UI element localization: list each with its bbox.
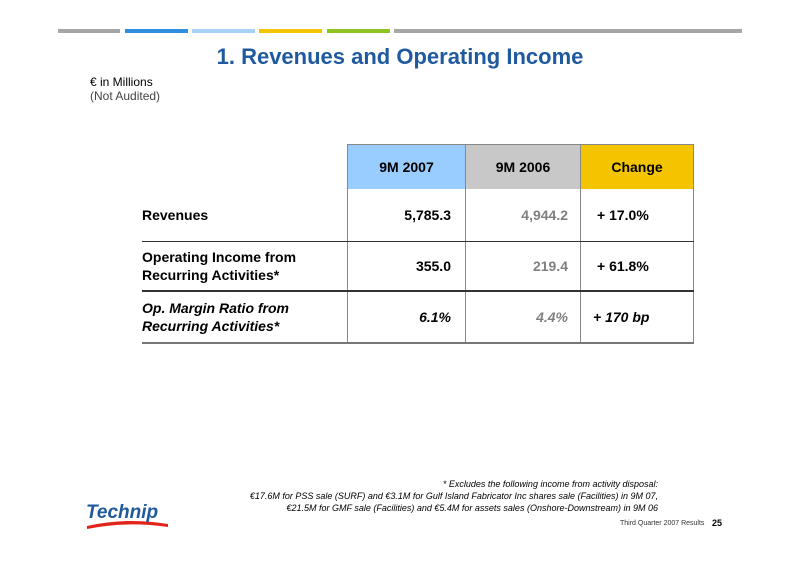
value-9m2006 [466, 242, 581, 292]
value-text: 219.4 [532, 258, 568, 274]
footnote-line: €17.6M for PSS sale (SURF) and €3.1M for Gulf Island Fabricator Inc shares sale (Facilities) in 9M 07, [249, 491, 658, 501]
value-9m2007 [348, 189, 466, 242]
row-label-line: Recurring Activities* [142, 267, 280, 283]
value-9m2006 [466, 189, 581, 242]
col-header-9m2007: 9M 2007 [348, 145, 466, 190]
value-text: 4.4% [536, 309, 568, 325]
value-9m2007 [348, 291, 466, 343]
value-text: 355.0 [415, 258, 451, 274]
topbar-segment-4 [259, 29, 322, 33]
logo-text: Technip [86, 502, 159, 523]
footnote [250, 478, 658, 514]
row-label [142, 291, 348, 343]
technip-logo [84, 493, 170, 533]
row-label-line: Recurring Activities* [142, 318, 280, 334]
value-text: 5,785.3 [404, 207, 451, 223]
topbar-segment-5 [327, 29, 390, 33]
row-label [142, 242, 348, 292]
value-9m2006 [466, 291, 581, 343]
col-header-change: Change [581, 145, 694, 190]
value-change [581, 189, 694, 242]
table-row-op-margin [142, 291, 694, 343]
table-header-row [142, 145, 694, 190]
value-text: 4,944.2 [521, 207, 568, 223]
footer-label: Third Quarter 2007 Results [620, 520, 705, 527]
topbar-segment-2 [125, 29, 188, 33]
footnote-line: * Excludes the following income from activity disposal: [442, 479, 658, 489]
value-text: + 170 bp [593, 309, 650, 325]
value-text: + 17.0% [597, 207, 649, 223]
row-label-line: Op. Margin Ratio from [142, 300, 289, 316]
page-title: 1. Revenues and Operating Income [216, 44, 584, 69]
value-change [581, 291, 694, 343]
units-note [90, 75, 160, 103]
table-row-operating-income [142, 242, 694, 292]
value-text: 6.1% [419, 309, 451, 325]
col-header-9m2006: 9M 2006 [466, 145, 581, 190]
header-spacer [142, 145, 348, 190]
topbar-segment-1 [58, 29, 120, 33]
value-change [581, 242, 694, 292]
financial-table [142, 144, 694, 344]
audit-status-line: (Not Audited) [90, 89, 161, 103]
footnote-line: €21.5M for GMF sale (Facilities) and €5.4M for assets sales (Onshore-Downstream) in 9M 06 [286, 503, 658, 513]
row-label [142, 189, 348, 242]
row-label-line: Operating Income from [142, 249, 297, 265]
value-text: + 61.8% [597, 258, 649, 274]
row-label-line: Revenues [142, 207, 209, 223]
table-row-revenues [142, 189, 694, 242]
units-line: € in Millions [90, 75, 153, 89]
page-number: 25 [712, 518, 723, 528]
value-9m2007 [348, 242, 466, 292]
topbar-segment-6 [394, 29, 742, 33]
topbar-segment-3 [192, 29, 255, 33]
